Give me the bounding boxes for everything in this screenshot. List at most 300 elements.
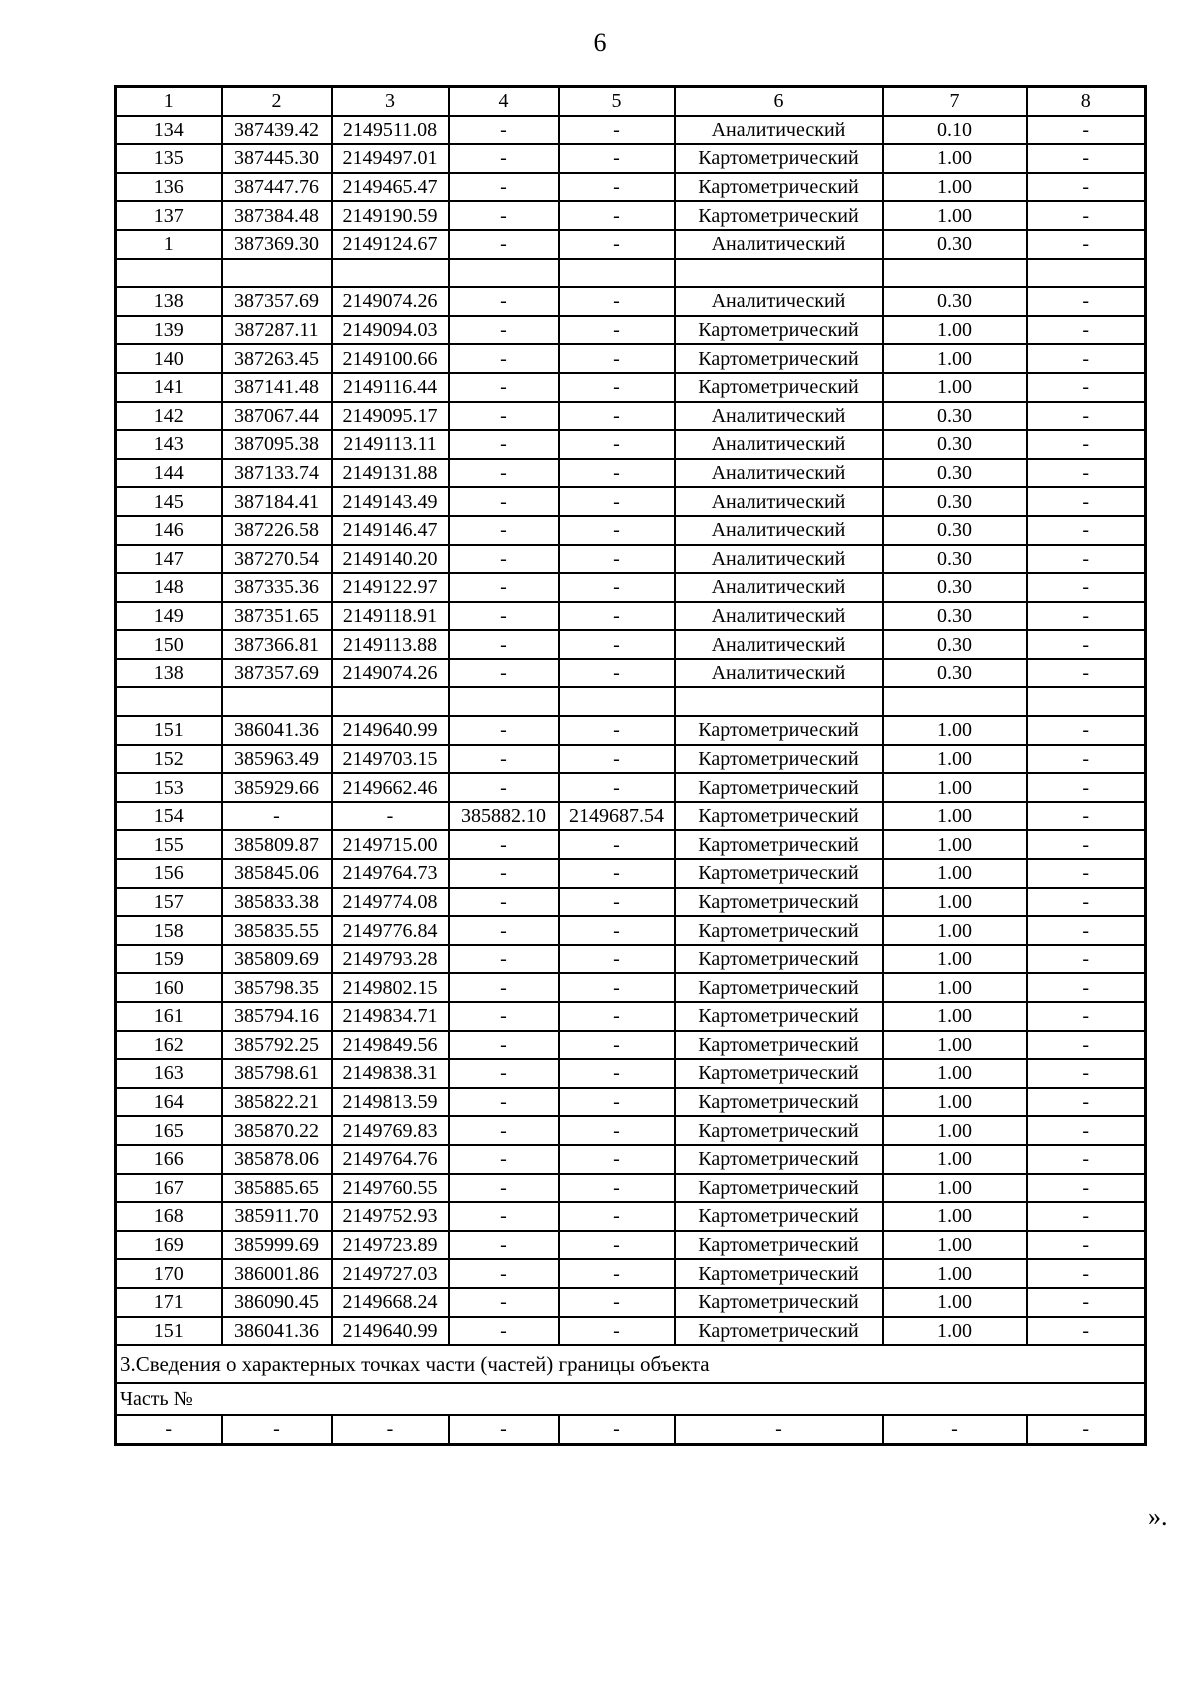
table-cell: 152: [116, 745, 222, 774]
table-cell: 1.00: [883, 1031, 1027, 1060]
table-row: [116, 573, 1146, 602]
table-cell: Картометрический: [675, 859, 883, 888]
table-cell: 146: [116, 516, 222, 545]
table-cell: -: [449, 1002, 559, 1031]
table-cell: -: [559, 459, 675, 488]
table-cell: 0.30: [883, 545, 1027, 574]
table-cell: -: [1027, 602, 1146, 631]
table-cell: 1.00: [883, 1317, 1027, 1346]
table-cell: 2149776.84: [332, 916, 449, 945]
table-cell: 2149190.59: [332, 201, 449, 230]
table-cell: 387439.42: [222, 116, 332, 145]
table-cell: -: [559, 1259, 675, 1288]
table-cell: 385794.16: [222, 1002, 332, 1031]
table-cell: 2149760.55: [332, 1174, 449, 1203]
table-cell: Аналитический: [675, 602, 883, 631]
table-cell: 1.00: [883, 973, 1027, 1002]
table-cell: Аналитический: [675, 430, 883, 459]
table-cell: 153: [116, 773, 222, 802]
table-cell: 0.30: [883, 516, 1027, 545]
table-cell: Аналитический: [675, 487, 883, 516]
table-cell: -: [559, 173, 675, 202]
table-cell: 385870.22: [222, 1116, 332, 1145]
table-cell: 159: [116, 945, 222, 974]
table-cell: Аналитический: [675, 573, 883, 602]
table-cell: -: [559, 1059, 675, 1088]
table-cell: -: [1027, 916, 1146, 945]
table-cell: 387369.30: [222, 230, 332, 259]
table-cell: Аналитический: [675, 545, 883, 574]
table-cell: -: [559, 630, 675, 659]
table-cell: -: [559, 230, 675, 259]
table-cell: 165: [116, 1116, 222, 1145]
table-cell: 387067.44: [222, 402, 332, 431]
table-cell: 2149752.93: [332, 1202, 449, 1231]
table-cell: -: [1027, 230, 1146, 259]
table-cell: 387287.11: [222, 316, 332, 345]
table-cell: 163: [116, 1059, 222, 1088]
table-cell: Картометрический: [675, 344, 883, 373]
table-cell: 387133.74: [222, 459, 332, 488]
table-cell: -: [559, 1116, 675, 1145]
table-cell: 2149511.08: [332, 116, 449, 145]
table-cell: 145: [116, 487, 222, 516]
table-cell: -: [1027, 459, 1146, 488]
table-cell: 385911.70: [222, 1202, 332, 1231]
table-cell: Картометрический: [675, 316, 883, 345]
table-cell: 137: [116, 201, 222, 230]
table-cell: [1027, 687, 1146, 716]
table-cell: -: [559, 373, 675, 402]
table-cell: 1.00: [883, 916, 1027, 945]
table-cell: -: [1027, 373, 1146, 402]
table-cell: -: [1027, 487, 1146, 516]
table-cell: 1.00: [883, 1202, 1027, 1231]
table-cell: 387357.69: [222, 287, 332, 316]
table-cell: -: [559, 773, 675, 802]
table-cell: -: [449, 830, 559, 859]
table-cell: -: [559, 487, 675, 516]
table-cell: -: [449, 888, 559, 917]
table-row: [116, 430, 1146, 459]
table-cell: 1.00: [883, 1288, 1027, 1317]
table-row: [116, 1059, 1146, 1088]
table-cell: Картометрический: [675, 1116, 883, 1145]
table-row: [116, 1231, 1146, 1260]
table-row: [116, 716, 1146, 745]
table-cell: 1.00: [883, 859, 1027, 888]
table-cell: -: [1027, 630, 1146, 659]
table-cell: 1.00: [883, 173, 1027, 202]
table-row: [116, 344, 1146, 373]
table-separator-row: [116, 687, 1146, 716]
table-row: [116, 459, 1146, 488]
table-cell: 1.00: [883, 1116, 1027, 1145]
column-header: 5: [559, 87, 675, 116]
table-cell: -: [1027, 945, 1146, 974]
table-cell: -: [559, 316, 675, 345]
table-cell: -: [1027, 1174, 1146, 1203]
table-cell: -: [449, 230, 559, 259]
table-cell: 2149727.03: [332, 1259, 449, 1288]
table-cell: Картометрический: [675, 1002, 883, 1031]
table-cell: -: [559, 1231, 675, 1260]
table-cell: -: [1027, 1202, 1146, 1231]
table-cell: -: [222, 802, 332, 831]
table-row: [116, 888, 1146, 917]
section-title-row: [116, 1345, 1146, 1383]
table-cell: 0.30: [883, 602, 1027, 631]
table-cell: 1.00: [883, 144, 1027, 173]
table-cell: 1.00: [883, 1174, 1027, 1203]
table-cell: 387263.45: [222, 344, 332, 373]
table-cell: -: [559, 916, 675, 945]
table-cell: -: [1027, 516, 1146, 545]
table-cell: Картометрический: [675, 173, 883, 202]
table-row: [116, 830, 1146, 859]
table-cell: [559, 259, 675, 288]
table-cell: 2149140.20: [332, 545, 449, 574]
table-cell: 385822.21: [222, 1088, 332, 1117]
table-cell: -: [449, 373, 559, 402]
table-cell: -: [559, 430, 675, 459]
table-cell: 385929.66: [222, 773, 332, 802]
table-cell: 2149074.26: [332, 287, 449, 316]
table-cell: -: [559, 201, 675, 230]
table-cell: -: [559, 973, 675, 1002]
page-number: 6: [593, 28, 607, 57]
table-cell: -: [449, 1415, 559, 1444]
table-cell: -: [449, 773, 559, 802]
table-cell: 2149116.44: [332, 373, 449, 402]
table-cell: [116, 687, 222, 716]
table-cell: Аналитический: [675, 516, 883, 545]
table-row: [116, 173, 1146, 202]
table-cell: -: [1027, 1116, 1146, 1145]
table-cell: Картометрический: [675, 945, 883, 974]
table-cell: -: [559, 1288, 675, 1317]
table-cell: 171: [116, 1288, 222, 1317]
table-cell: -: [1027, 659, 1146, 688]
table-row: [116, 1288, 1146, 1317]
table-cell: 138: [116, 287, 222, 316]
table-row: [116, 201, 1146, 230]
table-row: [116, 516, 1146, 545]
table-cell: -: [559, 287, 675, 316]
table-cell: -: [559, 1145, 675, 1174]
table-cell: 0.30: [883, 459, 1027, 488]
table-cell: 2149834.71: [332, 1002, 449, 1031]
table-cell: 1.00: [883, 1088, 1027, 1117]
table-cell: -: [883, 1415, 1027, 1444]
table-row: [116, 1002, 1146, 1031]
table-cell: -: [222, 1415, 332, 1444]
table-row: [116, 802, 1146, 831]
table-cell: -: [449, 173, 559, 202]
table-cell: Картометрический: [675, 973, 883, 1002]
table-cell: Аналитический: [675, 116, 883, 145]
coordinates-table-container: [114, 85, 1147, 1446]
table-cell: -: [1027, 716, 1146, 745]
table-row: [116, 116, 1146, 145]
table-cell: -: [1027, 1415, 1146, 1444]
table-cell: -: [1027, 1317, 1146, 1346]
table-cell: 164: [116, 1088, 222, 1117]
table-cell: Картометрический: [675, 716, 883, 745]
table-cell: -: [1027, 1145, 1146, 1174]
column-header: 6: [675, 87, 883, 116]
table-cell: -: [449, 430, 559, 459]
table-cell: 2149124.67: [332, 230, 449, 259]
table-cell: -: [449, 516, 559, 545]
table-row: [116, 487, 1146, 516]
table-cell: 387095.38: [222, 430, 332, 459]
table-cell: 2149723.89: [332, 1231, 449, 1260]
table-cell: -: [1027, 316, 1146, 345]
table-cell: -: [1027, 1059, 1146, 1088]
table-cell: 385963.49: [222, 745, 332, 774]
table-cell: 1.00: [883, 1259, 1027, 1288]
table-cell: 2149146.47: [332, 516, 449, 545]
table-cell: -: [449, 1031, 559, 1060]
table-row: [116, 659, 1146, 688]
table-cell: [1027, 259, 1146, 288]
table-cell: 2149662.46: [332, 773, 449, 802]
table-cell: 386090.45: [222, 1288, 332, 1317]
table-cell: 1.00: [883, 344, 1027, 373]
table-body: [116, 87, 1146, 1445]
table-cell: Аналитический: [675, 402, 883, 431]
table-cell: 386041.36: [222, 716, 332, 745]
table-cell: Картометрический: [675, 1202, 883, 1231]
table-cell: Картометрический: [675, 1031, 883, 1060]
table-cell: [332, 687, 449, 716]
table-cell: -: [449, 1288, 559, 1317]
table-cell: -: [449, 487, 559, 516]
table-row: [116, 1415, 1146, 1444]
table-cell: 0.30: [883, 230, 1027, 259]
table-cell: 1.00: [883, 830, 1027, 859]
table-cell: 170: [116, 1259, 222, 1288]
table-row: [116, 973, 1146, 1002]
table-cell: -: [449, 602, 559, 631]
table-cell: 1.00: [883, 373, 1027, 402]
table-cell: [559, 687, 675, 716]
table-cell: [332, 259, 449, 288]
table-cell: Картометрический: [675, 373, 883, 402]
table-cell: 2149793.28: [332, 945, 449, 974]
table-cell: 387335.36: [222, 573, 332, 602]
table-cell: 2149118.91: [332, 602, 449, 631]
table-cell: 150: [116, 630, 222, 659]
table-row: [116, 945, 1146, 974]
table-row: [116, 373, 1146, 402]
table-cell: -: [559, 1031, 675, 1060]
table-cell: [222, 687, 332, 716]
table-cell: -: [116, 1415, 222, 1444]
table-cell: -: [332, 1415, 449, 1444]
table-cell: Картометрический: [675, 1174, 883, 1203]
table-row: [116, 1145, 1146, 1174]
table-cell: -: [449, 630, 559, 659]
table-cell: -: [559, 116, 675, 145]
table-cell: 168: [116, 1202, 222, 1231]
table-cell: Картометрический: [675, 888, 883, 917]
column-header: 4: [449, 87, 559, 116]
table-cell: -: [559, 144, 675, 173]
column-header: 1: [116, 87, 222, 116]
table-row: [116, 773, 1146, 802]
table-cell: 1.00: [883, 316, 1027, 345]
table-cell: -: [449, 144, 559, 173]
closing-quote-mark: ».: [1148, 1502, 1168, 1531]
table-cell: Аналитический: [675, 230, 883, 259]
table-cell: Аналитический: [675, 659, 883, 688]
table-cell: -: [1027, 973, 1146, 1002]
table-cell: Картометрический: [675, 201, 883, 230]
table-row: [116, 602, 1146, 631]
table-separator-row: [116, 259, 1146, 288]
table-cell: -: [449, 716, 559, 745]
table-cell: 2149113.11: [332, 430, 449, 459]
table-cell: -: [449, 973, 559, 1002]
table-cell: 1.00: [883, 1145, 1027, 1174]
column-header: 7: [883, 87, 1027, 116]
table-cell: 2149802.15: [332, 973, 449, 1002]
table-cell: 158: [116, 916, 222, 945]
table-cell: -: [1027, 1002, 1146, 1031]
table-cell: 0.30: [883, 402, 1027, 431]
table-cell: 140: [116, 344, 222, 373]
table-cell: 2149465.47: [332, 173, 449, 202]
table-cell: 385999.69: [222, 1231, 332, 1260]
table-cell: -: [449, 116, 559, 145]
table-cell: Картометрический: [675, 1145, 883, 1174]
table-row: [116, 630, 1146, 659]
table-cell: 2149640.99: [332, 716, 449, 745]
table-cell: 387447.76: [222, 173, 332, 202]
table-cell: 2149100.66: [332, 344, 449, 373]
table-cell: 2149497.01: [332, 144, 449, 173]
table-cell: Картометрический: [675, 773, 883, 802]
table-cell: 2149764.76: [332, 1145, 449, 1174]
table-cell: 154: [116, 802, 222, 831]
table-cell: -: [559, 402, 675, 431]
table-cell: 387141.48: [222, 373, 332, 402]
table-cell: 162: [116, 1031, 222, 1060]
table-cell: 385792.25: [222, 1031, 332, 1060]
table-cell: 157: [116, 888, 222, 917]
column-header: 8: [1027, 87, 1146, 116]
table-cell: Картометрический: [675, 745, 883, 774]
table-cell: 0.30: [883, 430, 1027, 459]
table-cell: 2149849.56: [332, 1031, 449, 1060]
table-cell: -: [1027, 201, 1146, 230]
table-cell: 387226.58: [222, 516, 332, 545]
table-cell: 387351.65: [222, 602, 332, 631]
table-cell: -: [559, 859, 675, 888]
table-cell: [675, 687, 883, 716]
part-label: Часть №: [116, 1383, 1146, 1415]
table-cell: [222, 259, 332, 288]
table-cell: 156: [116, 859, 222, 888]
table-cell: 2149668.24: [332, 1288, 449, 1317]
table-cell: -: [449, 1231, 559, 1260]
table-cell: -: [449, 344, 559, 373]
table-cell: 385798.61: [222, 1059, 332, 1088]
table-cell: -: [449, 1202, 559, 1231]
table-row: [116, 287, 1146, 316]
table-row: [116, 916, 1146, 945]
table-cell: 2149131.88: [332, 459, 449, 488]
table-cell: 387384.48: [222, 201, 332, 230]
table-header-row: [116, 87, 1146, 116]
table-cell: 0.10: [883, 116, 1027, 145]
table-cell: 144: [116, 459, 222, 488]
table-cell: -: [1027, 773, 1146, 802]
table-cell: -: [1027, 344, 1146, 373]
table-cell: 385878.06: [222, 1145, 332, 1174]
table-cell: 135: [116, 144, 222, 173]
table-cell: 136: [116, 173, 222, 202]
table-row: [116, 545, 1146, 574]
table-cell: -: [559, 745, 675, 774]
table-cell: Картометрический: [675, 1088, 883, 1117]
table-cell: -: [559, 659, 675, 688]
table-cell: 0.30: [883, 287, 1027, 316]
section-title: 3.Сведения о характерных точках части (частей) границы объекта: [116, 1345, 1146, 1383]
table-cell: -: [1027, 287, 1146, 316]
table-cell: Картометрический: [675, 1288, 883, 1317]
table-cell: 141: [116, 373, 222, 402]
table-cell: -: [1027, 1031, 1146, 1060]
table-cell: -: [449, 1174, 559, 1203]
table-cell: 1.00: [883, 201, 1027, 230]
table-cell: 2149122.97: [332, 573, 449, 602]
table-row: [116, 144, 1146, 173]
table-cell: 385882.10: [449, 802, 559, 831]
table-cell: 2149095.17: [332, 402, 449, 431]
table-cell: Картометрический: [675, 1317, 883, 1346]
coordinates-table: [114, 85, 1147, 1446]
table-cell: -: [449, 916, 559, 945]
table-cell: 0.30: [883, 659, 1027, 688]
table-cell: 2149703.15: [332, 745, 449, 774]
table-cell: 2149640.99: [332, 1317, 449, 1346]
table-cell: Картометрический: [675, 830, 883, 859]
table-cell: -: [1027, 1259, 1146, 1288]
table-cell: 1.00: [883, 1059, 1027, 1088]
table-cell: 386041.36: [222, 1317, 332, 1346]
table-cell: 0.30: [883, 573, 1027, 602]
table-cell: 2149764.73: [332, 859, 449, 888]
table-cell: 148: [116, 573, 222, 602]
table-cell: -: [449, 402, 559, 431]
table-cell: -: [559, 830, 675, 859]
table-cell: -: [559, 545, 675, 574]
table-cell: 2149094.03: [332, 316, 449, 345]
table-cell: -: [559, 1317, 675, 1346]
table-cell: -: [1027, 173, 1146, 202]
table-cell: -: [449, 287, 559, 316]
table-cell: -: [449, 573, 559, 602]
table-cell: -: [559, 516, 675, 545]
table-cell: -: [559, 945, 675, 974]
table-cell: 166: [116, 1145, 222, 1174]
table-cell: -: [1027, 802, 1146, 831]
table-cell: -: [449, 1145, 559, 1174]
table-cell: [116, 259, 222, 288]
